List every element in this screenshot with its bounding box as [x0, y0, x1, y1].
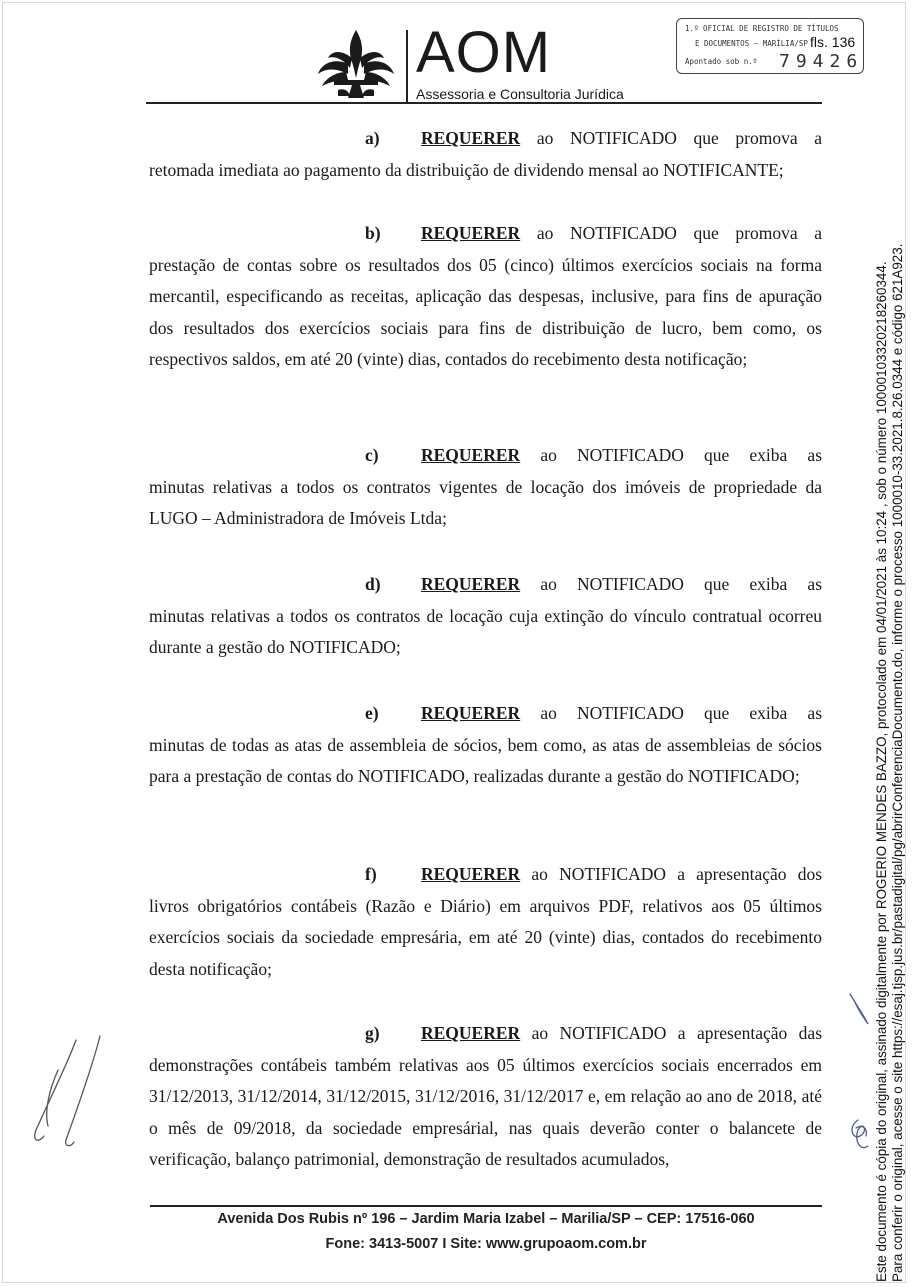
item-letter: e) [365, 703, 379, 723]
item-body: livros obrigatórios contábeis (Razão e Diário) em arquivos PDF, relativos aos 05 últimos exercícios sociais da sociedade empresária, em até 20 (vinte) dias, contados do recebimento desta notificação; [149, 895, 822, 979]
request-item-a [149, 123, 822, 186]
item-first-line [149, 123, 822, 155]
item-verb: REQUERER [421, 223, 521, 243]
item-verb: REQUERER [421, 864, 521, 884]
item-verb: REQUERER [421, 574, 521, 594]
item-letter: d) [365, 574, 381, 594]
item-first-line [149, 698, 822, 730]
item-letter: a) [365, 128, 380, 148]
item-body: minutas de todas as atas de assembleia de sócios, bem como, as atas de assembleias de sócios para a prestação de contas do NOTIFICADO, realizadas durante a gestão do NOTIFICADO; [149, 734, 822, 786]
request-item-e [149, 698, 822, 793]
item-letter: c) [365, 445, 379, 465]
item-body: minutas relativas a todos os contratos vigentes de locação dos imóveis de propriedade da LUGO – Administradora de Imóveis Ltda; [149, 476, 822, 528]
side-note-line-1: Este documento é cópia do original, assinado digitalmente por ROGERIO MENDES BAZZO, protocolado em 04/01/2021 às 10:24 , sob o número 10000103320218260344. [874, 261, 889, 1282]
footer-contact: Fone: 3413-5007 I Site: www.grupoaom.com.br [325, 1236, 647, 1252]
item-body: minutas relativas a todos os contratos de locação cuja extinção do vínculo contratual ocorreu durante a gestão do NOTIFICADO; [149, 605, 822, 657]
footer-address: Avenida Dos Rubis nº 196 – Jardim Maria Izabel – Marilia/SP – CEP: 17516-060 [217, 1211, 755, 1227]
item-verb: REQUERER [421, 1023, 521, 1043]
stamp-line-1: 1.º OFICIAL DE REGISTRO DE TÍTULOS [685, 24, 839, 33]
folio-number: fls. 136 [810, 34, 856, 50]
stamp-line-2: E DOCUMENTOS — MARÍLIA/SP [695, 39, 808, 48]
item-first-text: ao NOTIFICADO a apresentação das [531, 1023, 823, 1043]
handwritten-initials-icon [14, 1030, 114, 1150]
item-first-text: ao NOTIFICADO que exiba as [540, 574, 822, 594]
item-first-line [149, 859, 822, 891]
item-first-line [149, 1018, 822, 1050]
item-letter: g) [365, 1023, 380, 1043]
side-note-line-2: Para conferir o original, acesse o site https://esaj.tjsp.jus.br/pastadigital/pg/abrirConferenciaDocumento.do, informe o processo 1000010-33.2021.8.26.0344 e código 621A923. [890, 243, 905, 1282]
item-verb: REQUERER [421, 445, 521, 465]
request-item-c [149, 440, 822, 535]
item-body: demonstrações contábeis também relativas aos 05 últimos exercícios sociais encerrados em 31/12/2013, 31/12/2014, 31/12/2015, 31/12/2016, 31/12/2017 e, em relação ao ano de 2018, até o mês de 09/2018, da sociedade empresárial, nas quais deverão conter o balancete de verificação, balanço patrimonial, demonstração de resultados acumulados, [149, 1054, 822, 1169]
fleur-de-lis-logo-icon [308, 28, 404, 100]
brand-name: AOM [416, 20, 552, 85]
request-item-g [149, 1018, 822, 1176]
item-verb: REQUERER [421, 703, 521, 723]
item-body: retomada imediata ao pagamento da distribuição de dividendo mensal ao NOTIFICANTE; [149, 159, 784, 180]
digital-signature-note [874, 12, 906, 1282]
item-first-text: ao NOTIFICADO que exiba as [540, 445, 822, 465]
item-first-text: ao NOTIFICADO a apresentação dos [531, 864, 823, 884]
item-first-text: ao NOTIFICADO que promova a [536, 128, 822, 148]
brand-subtitle: Assessoria e Consultoria Jurídica [416, 86, 624, 102]
item-letter: f) [365, 864, 377, 884]
request-item-d [149, 569, 822, 664]
item-first-line [149, 218, 822, 250]
request-item-b [149, 218, 822, 376]
request-item-f [149, 859, 822, 985]
header-rule [146, 102, 822, 104]
footer-rule [150, 1205, 822, 1207]
item-first-line [149, 440, 822, 472]
item-body: prestação de contas sobre os resultados dos 05 (cinco) últimos exercícios sociais na forma mercantil, especificando as receitas, aplicação das despesas, inclusive, para fins de apuração dos resultados dos exercícios sociais para fins de distribuição de lucro, bem como, os respectivos saldos, em até 20 (vinte) dias, contados do recebimento desta notificação; [149, 254, 822, 369]
logo-divider [406, 30, 408, 102]
stamp-line-3: Apontado sob n.º [685, 57, 758, 66]
item-first-text: ao NOTIFICADO que exiba as [540, 703, 822, 723]
stamp-number: 79426 [779, 51, 864, 72]
item-first-line [149, 569, 822, 601]
item-verb: REQUERER [421, 128, 521, 148]
item-letter: b) [365, 223, 381, 243]
item-first-text: ao NOTIFICADO que promova a [536, 223, 822, 243]
